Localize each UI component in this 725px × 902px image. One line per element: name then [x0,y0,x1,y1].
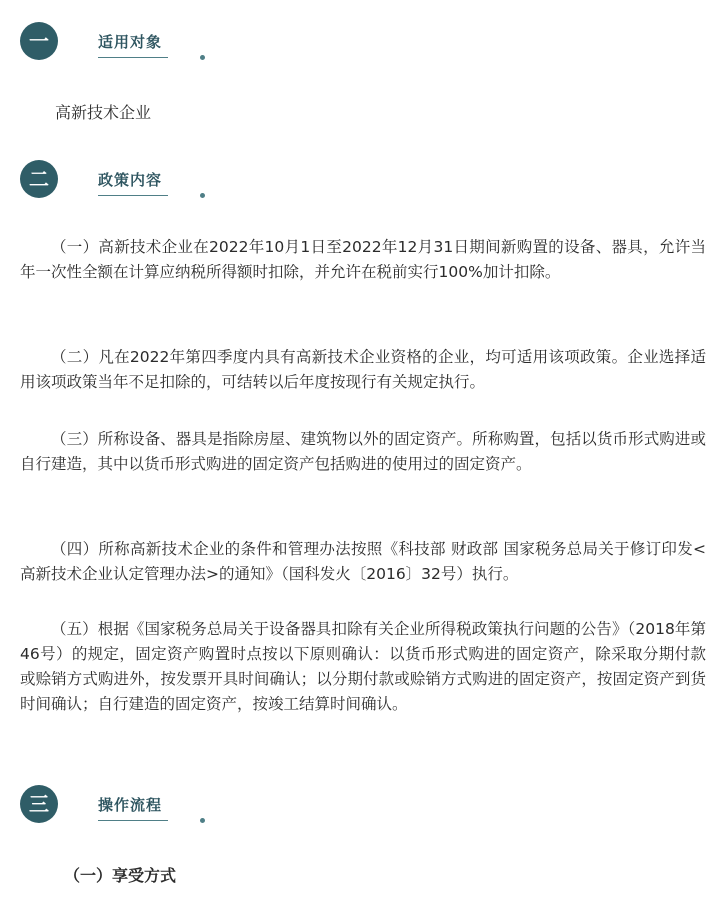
section-number-badge [20,785,58,823]
section-dot [200,818,205,823]
policy-paragraph: （三）所称设备、器具是指除房屋、建筑物以外的固定资产。所称购置，包括以货币形式购进或自行建造，其中以货币形式购进的固定资产包括购进的使用过的固定资产。 [20,430,706,473]
section-title-underline [98,57,168,58]
section-header-applicable-target [0,16,725,66]
section-title-underline [98,820,168,821]
section-number: 一 [29,29,49,53]
policy-paragraph: （二）凡在2022年第四季度内具有高新技术企业资格的企业，均可适用该项政策。企业选择适用该项政策当年不足扣除的，可结转以后年度按现行有关规定执行。 [20,348,706,391]
section-title: 操作流程 [98,796,163,814]
section-dot [200,55,205,60]
policy-paragraph: （一）高新技术企业在2022年10月1日至2022年12月31日期间新购置的设备、器具，允许当年一次性全额在计算应纳税所得额时扣除，并允许在税前实行100%加计扣除。 [20,238,706,281]
section-header-procedure [0,779,725,829]
applicable-target-text: 高新技术企业 [55,103,152,122]
section-number-badge [20,160,58,198]
procedure-subheading: （一）享受方式 [64,866,177,885]
policy-paragraph: （四）所称高新技术企业的条件和管理办法按照《科技部 财政部 国家税务总局关于修订印发<高新技术企业认定管理办法>的通知》（国科发火〔2016〕32号）执行。 [20,540,706,583]
section-dot [200,193,205,198]
section-number: 二 [29,167,49,191]
policy-paragraph: （五）根据《国家税务总局关于设备器具扣除有关企业所得税政策执行问题的公告》（2018年第46号）的规定，固定资产购置时点按以下原则确认：以货币形式购进的固定资产，除采取分期付款或赊销方式购进外，按发票开具时间确认；以分期付款或赊销方式购进的固定资产，按固定资产到货时间确认；自行建造的固定资产，按竣工结算时间确认。 [20,620,706,713]
section-title: 适用对象 [98,33,163,51]
section-number-badge [20,22,58,60]
section-header-policy-content [0,154,725,204]
section-title-underline [98,195,168,196]
section-title: 政策内容 [98,171,163,189]
section-number: 三 [29,792,49,816]
